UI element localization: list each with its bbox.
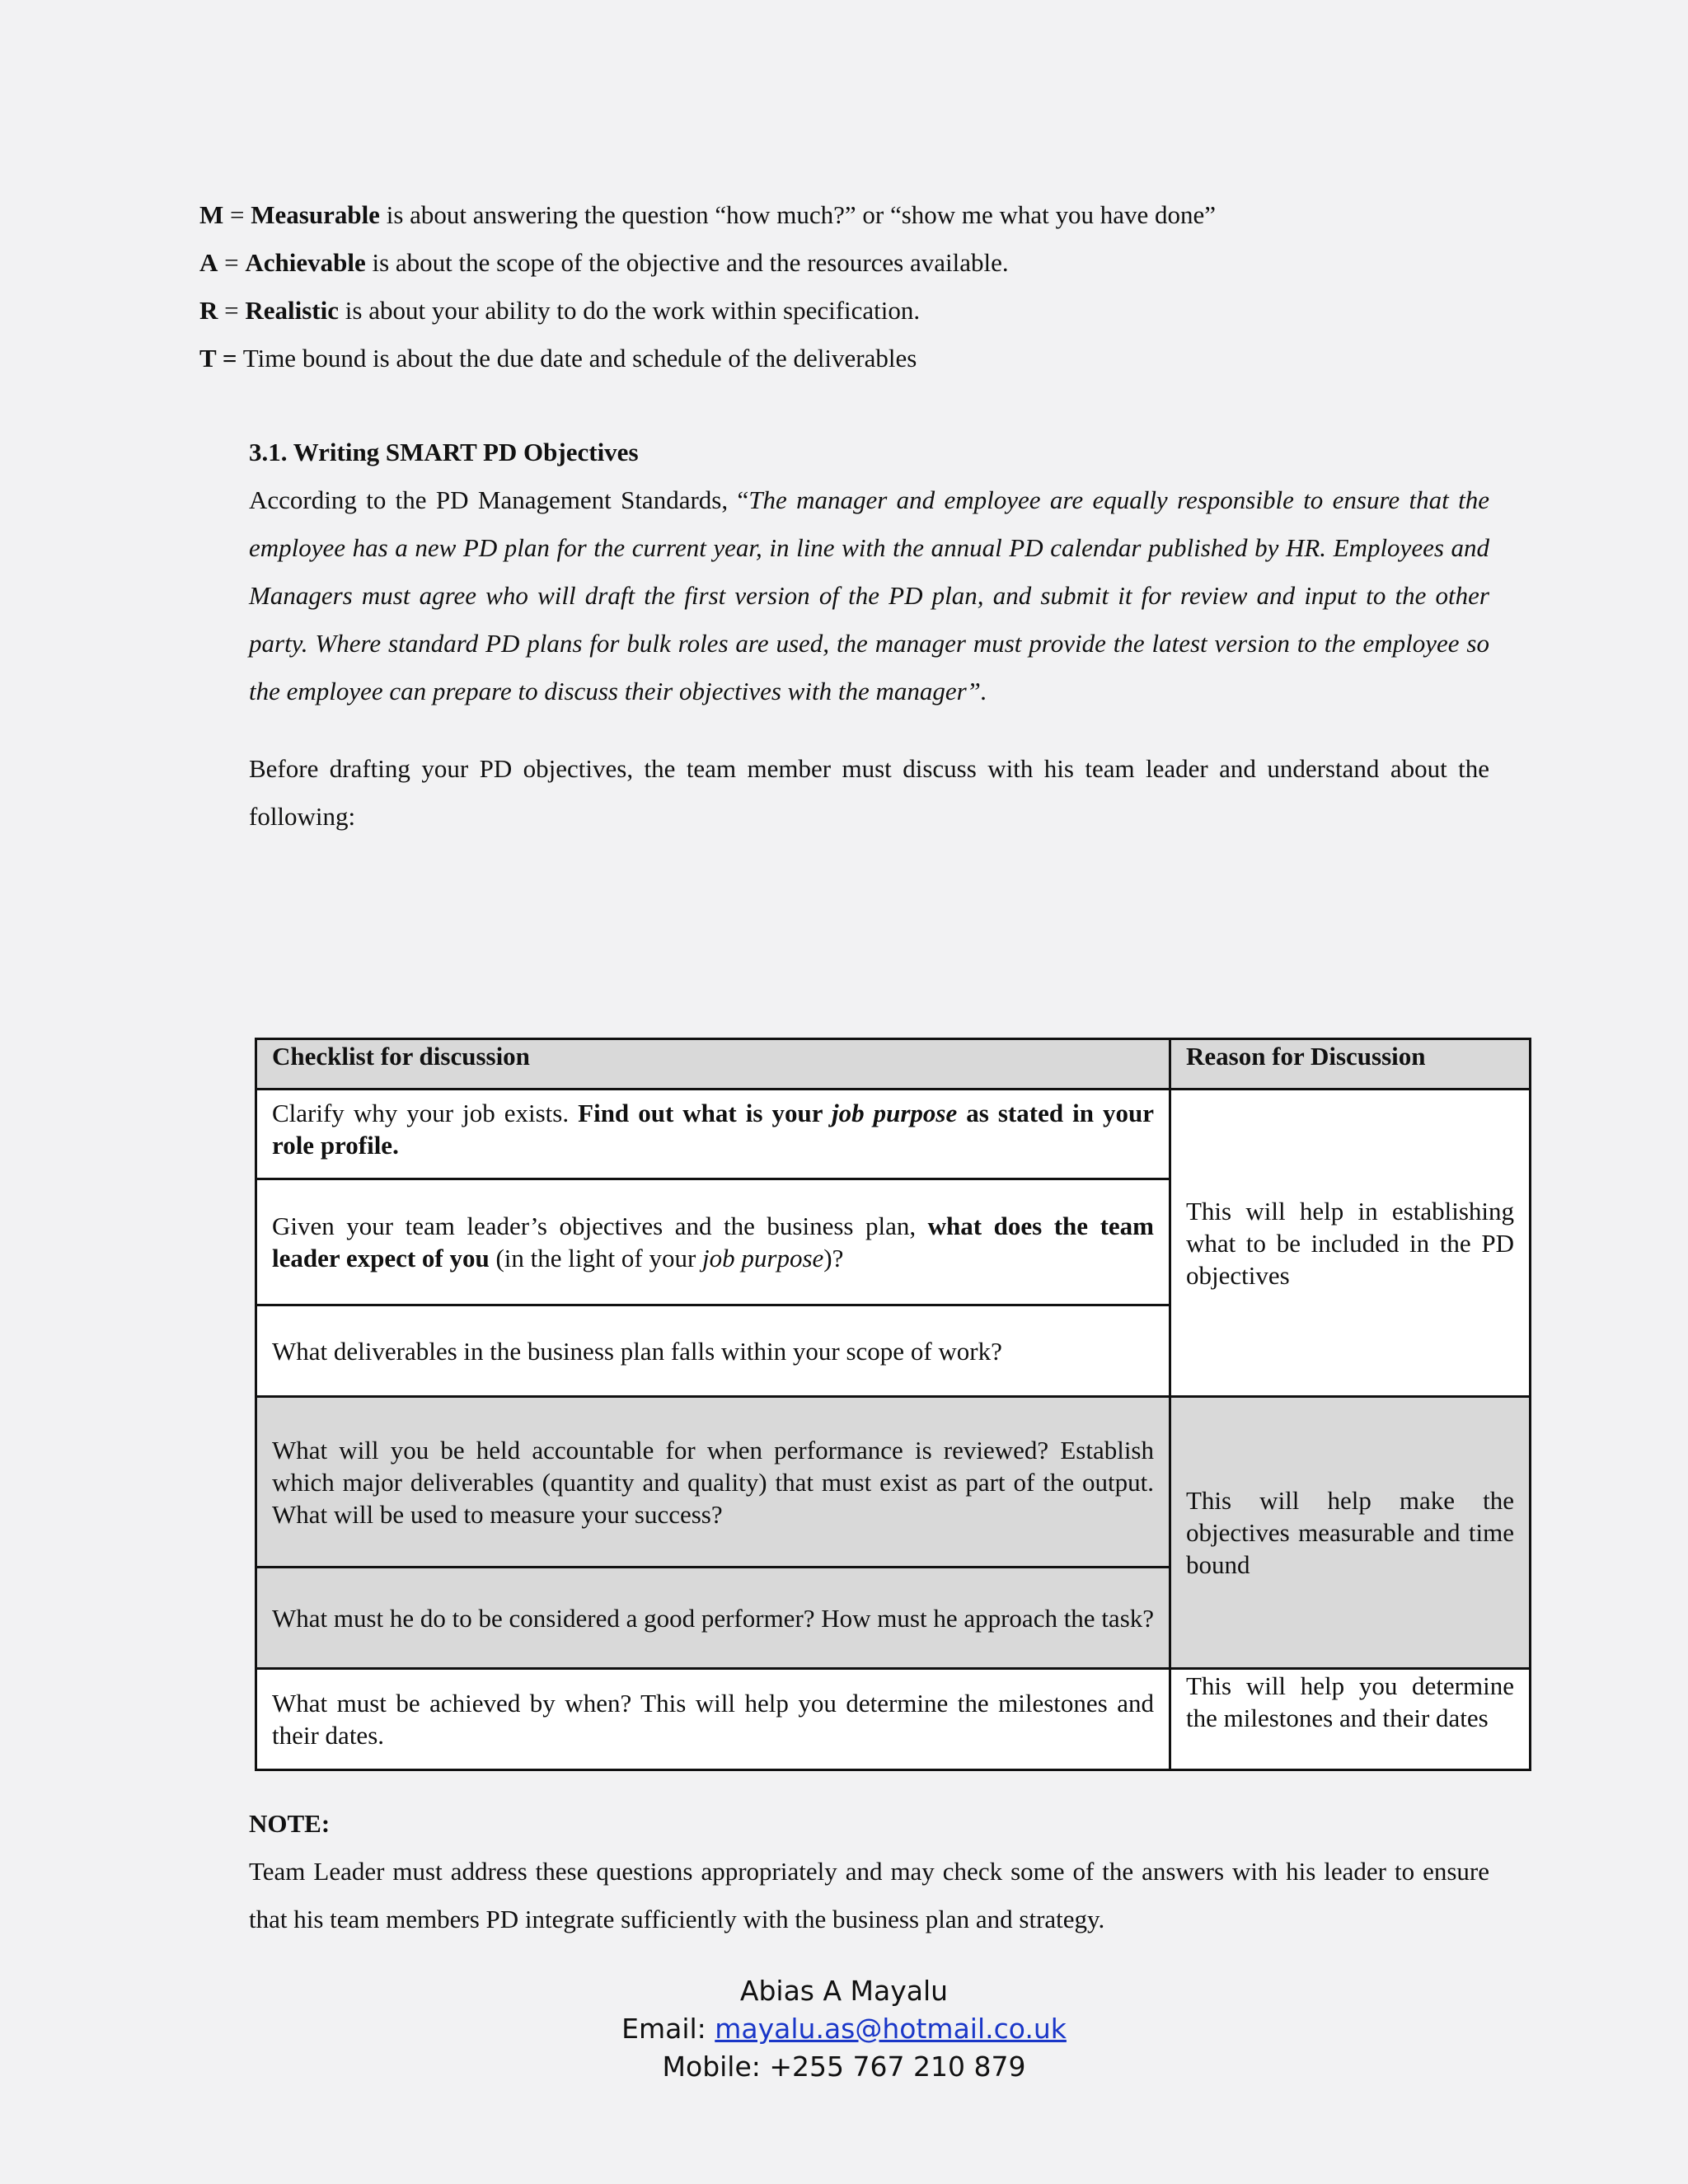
table-row — [256, 1090, 1531, 1179]
email-link[interactable]: mayalu.as@hotmail.co.uk — [715, 2013, 1067, 2045]
intro-paragraph: Before drafting your PD objectives, the team member must discuss with his team leader and understand about the following: — [249, 754, 1489, 831]
author-email-line: Email: mayalu.as@hotmail.co.uk — [621, 2013, 1067, 2045]
note-title: NOTE: — [249, 1809, 331, 1838]
header-reason: Reason for Discussion — [1170, 1039, 1531, 1090]
table-row — [256, 1669, 1531, 1770]
checklist-item-leader-expectation: Given your team leader’s objectives and the business plan, what does the team leader expect of you (in the light of your job purpose)? — [256, 1179, 1170, 1305]
author-footer — [0, 1972, 1688, 2086]
definition-m: M = Measurable is about answering the question “how much?” or “show me what you have done” — [199, 200, 1217, 229]
header-checklist: Checklist for discussion — [256, 1039, 1170, 1090]
checklist-item-job-purpose: Clarify why your job exists. Find out what is your job purpose as stated in your role profile. — [256, 1090, 1170, 1179]
discussion-checklist-table — [255, 1038, 1531, 1771]
smart-definitions — [199, 191, 1518, 382]
note-section — [249, 1800, 1489, 1943]
checklist-item-deliverables: What deliverables in the business plan falls within your scope of work? — [256, 1305, 1170, 1397]
section-writing-smart-objectives — [249, 429, 1489, 841]
section-heading: 3.1. Writing SMART PD Objectives — [249, 438, 639, 466]
reason-measurable: This will help make the objectives measurable and time bound — [1170, 1397, 1531, 1669]
definition-a: A = Achievable is about the scope of the objective and the resources available. — [199, 248, 1009, 277]
definition-t: T = Time bound is about the due date and schedule of the deliverables — [199, 344, 917, 373]
checklist-item-accountability: What will you be held accountable for when performance is reviewed? Establish which major deliverables (quantity and quality) that must exist as part of the output. What will be used to measure your success? — [256, 1397, 1170, 1568]
standards-quote: According to the PD Management Standards, “The manager and employee are equally responsible to ensure that the employee has a new PD plan for the current year, in line with the annual PD calendar published by HR. Employees and Managers must agree who will draft the first version of the PD plan, and submit it for review and input to the other party. Where standard PD plans for bulk roles are used, the manager must provide the latest version to the employee so the employee can prepare to discuss their objectives with the manager”. — [249, 485, 1489, 705]
definition-r: R = Realistic is about your ability to do the work within specification. — [199, 296, 921, 325]
author-mobile: Mobile: +255 767 210 879 — [662, 2050, 1026, 2083]
table-header-row — [256, 1039, 1531, 1090]
reason-establishing: This will help in establishing what to be included in the PD objectives — [1170, 1090, 1531, 1397]
note-text: Team Leader must address these questions appropriately and may check some of the answers with his leader to ensure that his team members PD integrate sufficiently with the business plan and strategy. — [249, 1857, 1489, 1933]
checklist-item-achieved-by-when: What must be achieved by when? This will help you determine the milestones and their dates. — [256, 1669, 1170, 1770]
reason-milestones: This will help you determine the milestones and their dates — [1170, 1669, 1531, 1770]
author-name: Abias A Mayalu — [739, 1975, 949, 2007]
table-row — [256, 1397, 1531, 1568]
checklist-item-good-performer: What must he do to be considered a good performer? How must he approach the task? — [256, 1568, 1170, 1669]
